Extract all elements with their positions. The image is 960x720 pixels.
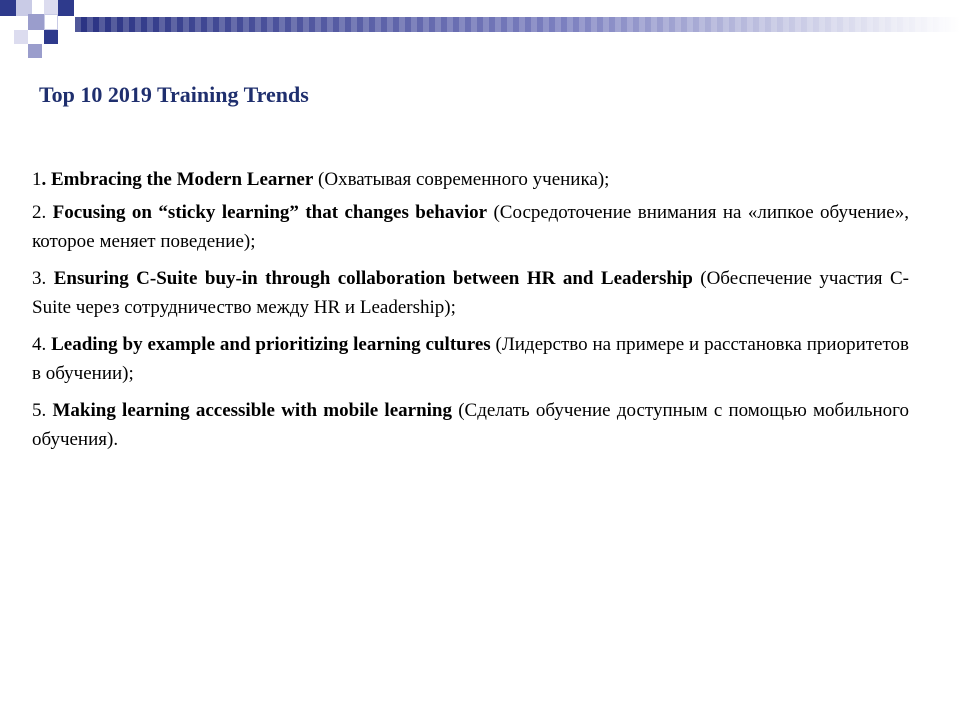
list-item <box>32 264 909 322</box>
item-number: 2 <box>32 202 42 223</box>
item-number: 4 <box>32 334 42 355</box>
decor-square <box>44 14 58 30</box>
item-number: 1 <box>32 169 42 190</box>
decor-square <box>28 14 44 30</box>
item-number: 5 <box>32 400 42 421</box>
item-russian: (Сосредоточение внимания на «липкое обучение», которое меняет поведение); <box>32 202 909 252</box>
decor-square <box>0 0 16 16</box>
item-english: Embracing the Modern Learner <box>46 169 314 190</box>
header-gradient-bar <box>75 17 960 32</box>
item-english: Focusing on “sticky learning” that changes behavior <box>52 202 488 223</box>
list-item <box>32 330 909 388</box>
decor-square <box>28 44 42 58</box>
item-separator: . <box>41 334 52 355</box>
item-english: Ensuring C-Suite buy-in through collaboration between HR and Leadership <box>53 268 693 289</box>
item-separator: . <box>41 169 47 190</box>
item-english: Leading by example and prioritizing learning cultures <box>51 334 491 355</box>
item-russian: (Обеспечение участия C-Suite через сотрудничество между HR и Leadership); <box>32 268 910 318</box>
slide-title: Top 10 2019 Training Trends <box>39 82 309 107</box>
item-russian: (Охватывая современного ученика); <box>313 169 610 190</box>
list-item <box>32 396 909 454</box>
item-separator: . <box>41 400 53 421</box>
decor-square <box>44 0 58 14</box>
decor-square <box>44 30 58 44</box>
item-number: 3 <box>32 268 42 289</box>
list-item <box>32 165 909 194</box>
item-russian: (Лидерство на примере и расстановка приоритетов в обучении); <box>32 334 910 384</box>
item-russian: (Сделать обучение доступным с помощью мобильного обучения). <box>32 400 910 450</box>
decor-square <box>58 0 74 16</box>
item-separator: . <box>41 268 54 289</box>
item-english: Making learning accessible with mobile learning <box>52 400 452 421</box>
trends-list <box>32 165 909 462</box>
decor-square <box>14 30 28 44</box>
item-separator: . <box>41 202 53 223</box>
list-item <box>32 198 909 256</box>
